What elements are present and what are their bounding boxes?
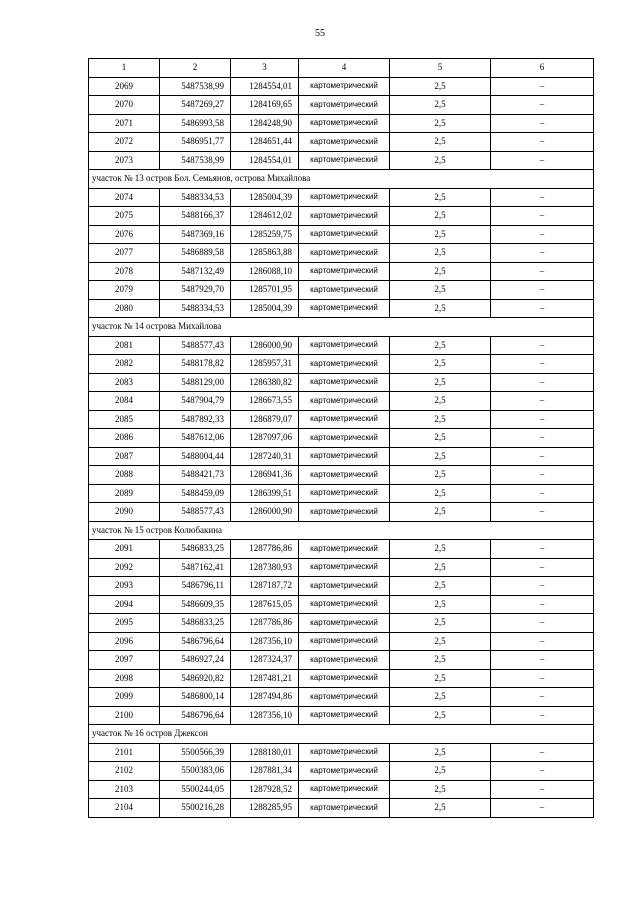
- table-cell: –: [491, 225, 594, 244]
- table-cell: 1287786,86: [231, 540, 299, 559]
- table-cell: картометрический: [299, 299, 390, 318]
- table-cell: 2,5: [390, 244, 491, 263]
- table-cell: картометрический: [299, 447, 390, 466]
- table-row: [89, 114, 594, 133]
- table-cell: картометрический: [299, 188, 390, 207]
- table-cell: 1284554,01: [231, 77, 299, 96]
- table-cell: –: [491, 595, 594, 614]
- table-cell: 2,5: [390, 595, 491, 614]
- table-cell: 5488166,37: [160, 207, 231, 226]
- table-cell: картометрический: [299, 706, 390, 725]
- table-cell: 2098: [89, 669, 160, 688]
- table-row: [89, 651, 594, 670]
- table-cell: –: [491, 96, 594, 115]
- table-cell: –: [491, 410, 594, 429]
- table-cell: 5488577,43: [160, 336, 231, 355]
- table-cell: картометрический: [299, 503, 390, 522]
- section-title: участок № 15 остров Колюбакина: [89, 521, 594, 540]
- table-cell: 2,5: [390, 669, 491, 688]
- table-cell: 1286088,10: [231, 262, 299, 281]
- table-cell: –: [491, 762, 594, 781]
- table-cell: 2,5: [390, 373, 491, 392]
- table-cell: 2,5: [390, 503, 491, 522]
- table-cell: 5488004,44: [160, 447, 231, 466]
- table-cell: 2,5: [390, 299, 491, 318]
- section-row: [89, 318, 594, 337]
- table-cell: 2083: [89, 373, 160, 392]
- table-cell: –: [491, 429, 594, 448]
- table-cell: 1286673,55: [231, 392, 299, 411]
- table-cell: 1288180,01: [231, 743, 299, 762]
- table-cell: –: [491, 336, 594, 355]
- table-cell: 5486833,25: [160, 540, 231, 559]
- table-row: [89, 429, 594, 448]
- table-cell: 5486609,35: [160, 595, 231, 614]
- table-cell: 2080: [89, 299, 160, 318]
- table-cell: 2,5: [390, 688, 491, 707]
- table-cell: 2078: [89, 262, 160, 281]
- table-cell: картометрический: [299, 373, 390, 392]
- table-body: [89, 77, 594, 817]
- table-row: [89, 355, 594, 374]
- table-cell: 2102: [89, 762, 160, 781]
- table-row: [89, 281, 594, 300]
- table-cell: картометрический: [299, 780, 390, 799]
- table-cell: –: [491, 614, 594, 633]
- table-cell: 2101: [89, 743, 160, 762]
- table-cell: 5488334,53: [160, 299, 231, 318]
- table-cell: 1285004,39: [231, 299, 299, 318]
- table-cell: 2088: [89, 466, 160, 485]
- table-cell: 1287881,34: [231, 762, 299, 781]
- table-cell: –: [491, 188, 594, 207]
- table-cell: 1287356,10: [231, 706, 299, 725]
- table-cell: 1284612,02: [231, 207, 299, 226]
- table-row: [89, 706, 594, 725]
- table-cell: 2,5: [390, 336, 491, 355]
- table-cell: 2,5: [390, 632, 491, 651]
- table-cell: 1285701,95: [231, 281, 299, 300]
- table-cell: 1287380,93: [231, 558, 299, 577]
- table-cell: 5488334,53: [160, 188, 231, 207]
- table-cell: 5500244,05: [160, 780, 231, 799]
- table-cell: 2,5: [390, 281, 491, 300]
- table-cell: 1285004,39: [231, 188, 299, 207]
- table-cell: 1287494,86: [231, 688, 299, 707]
- table-cell: 2,5: [390, 706, 491, 725]
- table-row: [89, 96, 594, 115]
- table-cell: 1286000,90: [231, 336, 299, 355]
- table-cell: картометрический: [299, 207, 390, 226]
- table-cell: 1286000,90: [231, 503, 299, 522]
- table-cell: картометрический: [299, 540, 390, 559]
- table-cell: 1284651,44: [231, 133, 299, 152]
- table-cell: картометрический: [299, 114, 390, 133]
- table-cell: 2081: [89, 336, 160, 355]
- table-cell: 2084: [89, 392, 160, 411]
- table-cell: 5488129,00: [160, 373, 231, 392]
- table-cell: –: [491, 151, 594, 170]
- table-cell: 2,5: [390, 225, 491, 244]
- table-cell: 5487369,16: [160, 225, 231, 244]
- table-cell: 2097: [89, 651, 160, 670]
- table-cell: 2,5: [390, 262, 491, 281]
- table-cell: 2,5: [390, 577, 491, 596]
- table-cell: 2091: [89, 540, 160, 559]
- table-cell: 1286380,82: [231, 373, 299, 392]
- table-cell: 2087: [89, 447, 160, 466]
- table-cell: картометрический: [299, 133, 390, 152]
- table-cell: 1287615,05: [231, 595, 299, 614]
- section-title: участок № 14 острова Михайлова: [89, 318, 594, 337]
- table-cell: –: [491, 299, 594, 318]
- table-cell: 2100: [89, 706, 160, 725]
- table-cell: 2,5: [390, 410, 491, 429]
- table-row: [89, 188, 594, 207]
- table-cell: 2,5: [390, 780, 491, 799]
- table-cell: 5486796,64: [160, 632, 231, 651]
- table-cell: 5488577,43: [160, 503, 231, 522]
- table-row: [89, 225, 594, 244]
- table-cell: 2,5: [390, 188, 491, 207]
- table-cell: 5500383,06: [160, 762, 231, 781]
- table-cell: 5487132,49: [160, 262, 231, 281]
- table-row: [89, 558, 594, 577]
- table-cell: 2103: [89, 780, 160, 799]
- table-cell: картометрический: [299, 244, 390, 263]
- table-cell: 2,5: [390, 392, 491, 411]
- table-cell: 1284169,65: [231, 96, 299, 115]
- table-cell: –: [491, 799, 594, 818]
- table-cell: 1286941,36: [231, 466, 299, 485]
- table-row: [89, 669, 594, 688]
- table-cell: 5486889,58: [160, 244, 231, 263]
- table-cell: картометрический: [299, 281, 390, 300]
- table-cell: картометрический: [299, 77, 390, 96]
- table-cell: 1287481,21: [231, 669, 299, 688]
- table-cell: 5486920,82: [160, 669, 231, 688]
- table-cell: 2,5: [390, 96, 491, 115]
- table-cell: –: [491, 447, 594, 466]
- table-cell: 2093: [89, 577, 160, 596]
- table-row: [89, 595, 594, 614]
- table-row: [89, 614, 594, 633]
- table-cell: картометрический: [299, 410, 390, 429]
- page-number: 55: [315, 28, 325, 39]
- table-cell: 1288285,95: [231, 799, 299, 818]
- table-cell: 2077: [89, 244, 160, 263]
- table-cell: 2,5: [390, 447, 491, 466]
- table-cell: 5487269,27: [160, 96, 231, 115]
- table-cell: –: [491, 392, 594, 411]
- table-cell: 2082: [89, 355, 160, 374]
- table-cell: 5486796,11: [160, 577, 231, 596]
- table-cell: 5487612,06: [160, 429, 231, 448]
- table-cell: 2095: [89, 614, 160, 633]
- column-header: 3: [231, 59, 299, 78]
- table-cell: картометрический: [299, 429, 390, 448]
- column-header: 5: [390, 59, 491, 78]
- table-row: [89, 799, 594, 818]
- table-cell: 1287928,52: [231, 780, 299, 799]
- table-cell: картометрический: [299, 614, 390, 633]
- table-row: [89, 447, 594, 466]
- table-cell: –: [491, 355, 594, 374]
- table-row: [89, 466, 594, 485]
- table-cell: картометрический: [299, 558, 390, 577]
- table-cell: –: [491, 688, 594, 707]
- table-row: [89, 484, 594, 503]
- table-row: [89, 151, 594, 170]
- table-cell: 2075: [89, 207, 160, 226]
- table-cell: 2,5: [390, 77, 491, 96]
- table-cell: картометрический: [299, 762, 390, 781]
- table-cell: 1285863,88: [231, 244, 299, 263]
- table-cell: 2,5: [390, 540, 491, 559]
- table-cell: 2096: [89, 632, 160, 651]
- table-cell: –: [491, 207, 594, 226]
- table-cell: –: [491, 244, 594, 263]
- table-row: [89, 133, 594, 152]
- column-header: 1: [89, 59, 160, 78]
- table-cell: 1286879,07: [231, 410, 299, 429]
- table-cell: 1287356,10: [231, 632, 299, 651]
- table-cell: 2086: [89, 429, 160, 448]
- table-cell: 2072: [89, 133, 160, 152]
- table-cell: картометрический: [299, 151, 390, 170]
- table-cell: 5486833,25: [160, 614, 231, 633]
- table-cell: 2,5: [390, 429, 491, 448]
- table-row: [89, 540, 594, 559]
- table-cell: картометрический: [299, 262, 390, 281]
- table-row: [89, 503, 594, 522]
- table-cell: 5487538,99: [160, 151, 231, 170]
- table-cell: картометрический: [299, 632, 390, 651]
- table-cell: 5486800,14: [160, 688, 231, 707]
- table-cell: 2,5: [390, 558, 491, 577]
- table-cell: –: [491, 114, 594, 133]
- table-cell: 1287324,37: [231, 651, 299, 670]
- table-cell: 5486927,24: [160, 651, 231, 670]
- table-cell: 5488459,09: [160, 484, 231, 503]
- table-cell: 2085: [89, 410, 160, 429]
- table-row: [89, 632, 594, 651]
- table-cell: –: [491, 706, 594, 725]
- table-cell: 5487538,99: [160, 77, 231, 96]
- table-cell: 2,5: [390, 799, 491, 818]
- table-cell: 5486993,58: [160, 114, 231, 133]
- table-cell: 2099: [89, 688, 160, 707]
- column-header: 6: [491, 59, 594, 78]
- table-cell: –: [491, 484, 594, 503]
- coordinates-table: [88, 58, 594, 818]
- table-row: [89, 688, 594, 707]
- section-title: участок № 13 остров Бол. Семьянов, острова Михайлова: [89, 170, 594, 189]
- table-cell: 1284248,90: [231, 114, 299, 133]
- table-cell: –: [491, 577, 594, 596]
- table-cell: 1285957,31: [231, 355, 299, 374]
- table-cell: 1287786,86: [231, 614, 299, 633]
- table-cell: 1287187,72: [231, 577, 299, 596]
- table-row: [89, 244, 594, 263]
- table-cell: –: [491, 632, 594, 651]
- table-cell: 1287097,06: [231, 429, 299, 448]
- table-cell: картометрический: [299, 484, 390, 503]
- table-row: [89, 336, 594, 355]
- table-cell: картометрический: [299, 355, 390, 374]
- table-cell: 2089: [89, 484, 160, 503]
- table-cell: картометрический: [299, 577, 390, 596]
- table-cell: картометрический: [299, 669, 390, 688]
- table-cell: –: [491, 133, 594, 152]
- table-cell: картометрический: [299, 688, 390, 707]
- table-cell: 2,5: [390, 743, 491, 762]
- table-cell: –: [491, 743, 594, 762]
- table-cell: 2,5: [390, 466, 491, 485]
- table-cell: картометрический: [299, 392, 390, 411]
- table-cell: –: [491, 780, 594, 799]
- table-cell: 2074: [89, 188, 160, 207]
- table-row: [89, 392, 594, 411]
- table-row: [89, 410, 594, 429]
- table-cell: 2,5: [390, 651, 491, 670]
- table-cell: 2,5: [390, 133, 491, 152]
- table-cell: 5500566,39: [160, 743, 231, 762]
- table-row: [89, 207, 594, 226]
- table-cell: –: [491, 466, 594, 485]
- table-cell: 2069: [89, 77, 160, 96]
- table-cell: 2073: [89, 151, 160, 170]
- section-row: [89, 521, 594, 540]
- table-cell: 5488178,82: [160, 355, 231, 374]
- table-cell: –: [491, 503, 594, 522]
- section-title: участок № 16 остров Джексон: [89, 725, 594, 744]
- table-cell: 2,5: [390, 355, 491, 374]
- table-cell: –: [491, 651, 594, 670]
- table-cell: –: [491, 281, 594, 300]
- table-cell: картометрический: [299, 466, 390, 485]
- table-cell: 2092: [89, 558, 160, 577]
- column-header: 4: [299, 59, 390, 78]
- table-cell: 5500216,28: [160, 799, 231, 818]
- table-header-row: [89, 59, 594, 78]
- table-cell: –: [491, 540, 594, 559]
- table-row: [89, 77, 594, 96]
- table-cell: 2,5: [390, 614, 491, 633]
- table-cell: 1286399,51: [231, 484, 299, 503]
- table-cell: 2094: [89, 595, 160, 614]
- table-cell: 1284554,01: [231, 151, 299, 170]
- table-cell: 5486951,77: [160, 133, 231, 152]
- table-cell: 1285259,75: [231, 225, 299, 244]
- table-row: [89, 373, 594, 392]
- table-cell: картометрический: [299, 743, 390, 762]
- table-cell: картометрический: [299, 799, 390, 818]
- table-cell: –: [491, 669, 594, 688]
- table-cell: 5488421,73: [160, 466, 231, 485]
- column-header: 2: [160, 59, 231, 78]
- table-cell: картометрический: [299, 336, 390, 355]
- table-cell: 5487904,79: [160, 392, 231, 411]
- table-cell: 2,5: [390, 207, 491, 226]
- table-cell: 5486796,64: [160, 706, 231, 725]
- table-cell: 2104: [89, 799, 160, 818]
- table-cell: –: [491, 262, 594, 281]
- table-row: [89, 780, 594, 799]
- table-cell: 2,5: [390, 762, 491, 781]
- table-cell: 2,5: [390, 151, 491, 170]
- table-cell: –: [491, 77, 594, 96]
- table-row: [89, 262, 594, 281]
- table-cell: 1287240,31: [231, 447, 299, 466]
- table-cell: картометрический: [299, 96, 390, 115]
- table-cell: 2,5: [390, 114, 491, 133]
- table-row: [89, 299, 594, 318]
- table-row: [89, 577, 594, 596]
- table-cell: 2071: [89, 114, 160, 133]
- table-cell: –: [491, 558, 594, 577]
- table-cell: 2070: [89, 96, 160, 115]
- table-row: [89, 762, 594, 781]
- table-cell: –: [491, 373, 594, 392]
- table-row: [89, 743, 594, 762]
- table-cell: картометрический: [299, 595, 390, 614]
- table-cell: картометрический: [299, 651, 390, 670]
- table-cell: 5487892,33: [160, 410, 231, 429]
- section-row: [89, 170, 594, 189]
- table-cell: 5487929,70: [160, 281, 231, 300]
- section-row: [89, 725, 594, 744]
- table-cell: 2076: [89, 225, 160, 244]
- table-cell: 2079: [89, 281, 160, 300]
- table-cell: 2090: [89, 503, 160, 522]
- table-cell: 2,5: [390, 484, 491, 503]
- table-cell: картометрический: [299, 225, 390, 244]
- table-cell: 5487162,41: [160, 558, 231, 577]
